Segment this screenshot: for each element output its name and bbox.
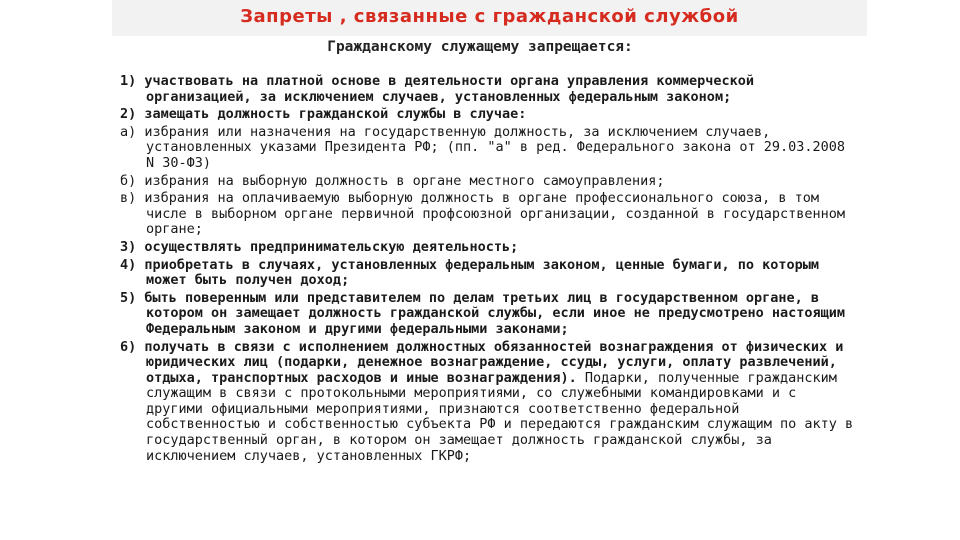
list-item-3: 3) осуществлять предпринимательскую деятельность; xyxy=(120,238,519,255)
slide-subtitle: Гражданскому служащему запрещается: xyxy=(327,39,633,55)
list-item-6 xyxy=(120,340,860,465)
list-subitem-v: в) избрания на оплачиваемую выборную должность в органе профессионального союза, в том числе в выборном органе первичной профсоюзной организации, созданной в государственном органе; xyxy=(120,190,845,238)
prohibitions-list xyxy=(120,74,860,464)
slide-title: Запреты , связанные с гражданской службой xyxy=(240,6,739,27)
list-item-1: 1) участвовать на платной основе в деятельности органа управления коммерческой организацией, за исключением случаев, установленных федеральным законом; xyxy=(120,73,754,105)
title-bar xyxy=(112,0,867,36)
list-subitem-b: б) избрания на выборную должность в органе местного самоуправления; xyxy=(120,172,665,189)
list-item-5: 5) быть поверенным или представителем по делам третьих лиц в государственном органе, в котором он замещает должность гражданской службы, если иное не предусмотрено настоящим Федеральным законом и другими федеральными законами; xyxy=(120,289,845,337)
list-item-6-continuation: Подарки, полученные гражданским служащим в связи с протокольными мероприятиями, со служебными командировками и с другими официальными мероприятиями, признаются соответственно федеральной собственностью и собственностью субъекта РФ и передаются гражданским служащим по акту в государственный орган, в котором он замещает должность гражданской службы, за исключением случаев, установленных ГКРФ; xyxy=(146,369,854,464)
list-item-4: 4) приобретать в случаях, установленных федеральным законом, ценные бумаги, по которым может быть получен доход; xyxy=(120,256,819,289)
list-subitem-a: а) избрания или назначения на государственную должность, за исключением случаев, установленных указами Президента РФ; (пп. "а" в ред. Федерального закона от 29.03.2008 N 30-ФЗ) xyxy=(120,123,845,171)
list-item-2: 2) замещать должность гражданской службы в случае: xyxy=(120,106,527,123)
list-item-6-main: 6) получать в связи с исполнением должностных обязанностей вознаграждения от физических и юридических лиц (подарки, денежное вознаграждение, ссуды, услуги, оплату развлечений, отдыха, транспортных расходов и иные вознаграждения). xyxy=(120,338,844,386)
